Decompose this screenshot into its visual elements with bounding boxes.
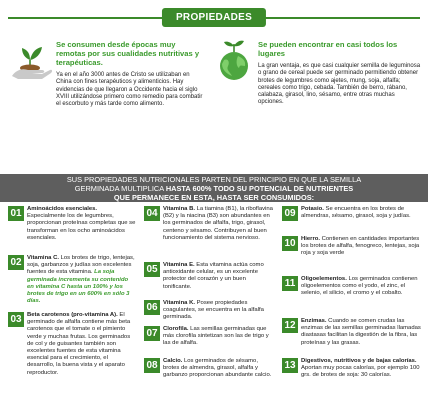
banner-line-2b: HASTA 600% TODO SU POTENCIAL DE NUTRIENTES <box>165 184 354 193</box>
item-text: Oligoelementos. Los germinados contienen oligoelementos como el yodo, el zinc, el selenio, el silicio, el cromo y el cobalto. <box>301 276 418 297</box>
list-item <box>8 312 136 377</box>
list-item <box>282 276 422 298</box>
item-text: Vitamina K. Posee propiedades coagulantes, se encuentra en la alfalfa germinada. <box>163 300 264 321</box>
item-number: 10 <box>282 236 298 251</box>
list-item <box>8 255 136 305</box>
item-number: 01 <box>8 206 24 221</box>
list-item <box>8 206 136 242</box>
item-text: Hierro. Contienen en cantidades importantes los brotes de alfalfa, fenogreco, lentejas, soja roja y soja verde <box>301 236 420 257</box>
list-item <box>282 236 422 258</box>
banner-line-1: SUS PROPIEDADES NUTRICIONALES PARTEN DEL PRINCIPIO EN QUE LA SEMILLA <box>66 175 362 184</box>
list-item <box>144 206 274 242</box>
list-item <box>144 326 274 348</box>
globe-with-sprout-icon <box>212 38 256 84</box>
item-text: Vitamina E. Esta vitamina actúa como antioxidante celular, es un excelente protector del corazón y un buen tonificante. <box>163 262 264 290</box>
banner-line-2a: GERMINADA MULTIPLICA <box>74 184 166 193</box>
item-number: 05 <box>144 262 160 277</box>
page-title: PROPIEDADES <box>162 8 266 27</box>
right-intro-body: La gran ventaja, es que casi cualquier semilla de leguminosa o grano de cereal puede ser germinado permitiendo obtener brotes de legumbres como ajetes, mung, soja, alfalfa; cereales como trigo, cebada. También de berro, rábano, calabaza, girasol, lino, sésamo, entre otras muchas opciones. <box>258 63 421 106</box>
item-text: Potasio. Se encuentra en los brotes de almendras, sésamo, girasol, soja y judías. <box>301 206 411 220</box>
right-intro <box>258 40 422 107</box>
list-item <box>144 300 274 322</box>
item-text: Beta carotenos (pro-vitamina A). El germinado de alfalfa contiene más beta carotenos que el tomate o el pimiento verde y muchas frutas. Los germinados de col y de guisantes también son excelentes fuentes de esta vitamina esencial para el crecimiento, el desarrollo, la buena vista y el aparato reproductor. <box>27 312 131 376</box>
right-intro-heading: Se pueden encontrar en casi todos los lugares <box>258 40 398 58</box>
left-intro-heading: Se consumen desde épocas muy remotas por sus cualidades nutritivas y terapéuticas. <box>56 40 200 67</box>
item-number: 11 <box>282 276 298 291</box>
list-item <box>282 318 422 347</box>
item-text: Enzimas. Cuando se comen crudas las enzimas de las semillas germinadas llamadas diastasas facilitan la digestión de la fibra, las proteínas y las grasas. <box>301 318 421 346</box>
list-item <box>282 358 422 380</box>
item-number: 12 <box>282 318 298 333</box>
list-item <box>282 206 422 220</box>
item-number: 02 <box>8 255 24 270</box>
nutrients-banner <box>0 174 428 202</box>
title-bar <box>0 8 428 28</box>
item-text: Digestivos, nutritivos y de bajas calorías. Aportan muy pocas calorías, por ejemplo 100 grs. de brotes de soja: 30 calorías. <box>301 358 420 379</box>
item-number: 06 <box>144 300 160 315</box>
item-text: Aminoácidos esenciales. Especialmente los de legumbres, proporcionan proteínas completas que se transforman en los ocho aminoácidos esenciales. <box>27 206 136 241</box>
item-number: 13 <box>282 358 298 373</box>
item-number: 08 <box>144 358 160 373</box>
item-text: Vitamina B. La tiamina (B1), la riboflavina (B2) y la niacina (B3) son abundantes en los germinados de alfalfa, trigo, girasol, centeno y sésamo. Contribuyen al buen funcionamiento del sistema nervioso. <box>163 206 273 241</box>
left-intro-body: Ya en el año 3000 antes de Cristo se utilizaban en China con fines terapéuticos y alimenticios. Hay evidencias de que llegaron a Occidente hacia el siglo XVIII utilizándose primero como remedio para combatir el escorbuto y más tarde como alimento. <box>56 72 203 108</box>
item-number: 07 <box>144 326 160 341</box>
list-item <box>144 358 274 380</box>
left-intro <box>56 40 206 108</box>
sprout-in-hand-icon <box>8 40 54 80</box>
banner-line-2 <box>0 184 428 193</box>
item-text: Clorofila. Las semillas germinadas que más clorofila sintetizan son las de trigo y las de alfalfa. <box>163 326 269 347</box>
item-number: 04 <box>144 206 160 221</box>
list-item <box>144 262 274 291</box>
item-number: 03 <box>8 312 24 327</box>
banner-line-3: QUE PERMANECE EN ESTA, HASTA SER CONSUMIDOS: <box>113 193 315 202</box>
item-number: 09 <box>282 206 298 221</box>
item-text: Calcio. Los germinados de sésamo, brotes de almendra, girasol, alfalfa y garbanzo proporcionan abundante calcio. <box>163 358 272 379</box>
item-text: Vitamina C. Los brotes de trigo, lentejas, soja, garbanzos y judías son excelentes fuentes de esta vitamina. La soja germinada incrementa su contenido en vitamina C hasta un 100% y los brotes de trigo en un 600% en sólo 3 días. <box>27 255 135 305</box>
